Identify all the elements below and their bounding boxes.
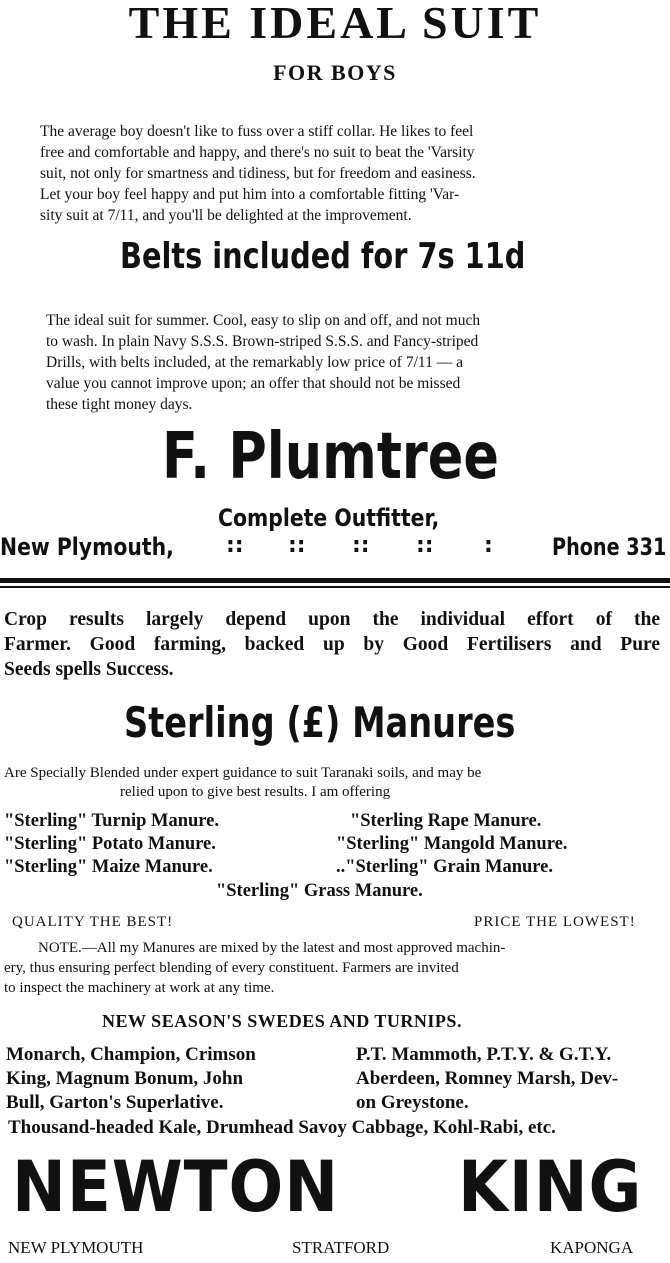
separator: : bbox=[484, 533, 493, 558]
intro-paragraph bbox=[40, 121, 652, 226]
seed-line: P.T. Mammoth, P.T.Y. & G.T.Y. bbox=[356, 1044, 612, 1065]
separator: :: bbox=[288, 533, 306, 558]
seeds-left-column bbox=[6, 1043, 256, 1115]
seed-line: Bull, Garton's Superlative. bbox=[6, 1092, 224, 1113]
crop-line: Seeds spells Success. bbox=[4, 659, 174, 680]
manures-left-column bbox=[4, 810, 219, 879]
intro-line: Let your boy feel happy and put him into a comfortable fitting 'Var- bbox=[40, 186, 460, 203]
note-line: NOTE.—All my Manures are mixed by the latest and most approved machin- bbox=[38, 940, 506, 956]
seed-line: Aberdeen, Romney Marsh, Dev- bbox=[356, 1068, 619, 1089]
quality-slogan: QUALITY THE BEST! bbox=[12, 914, 174, 930]
crop-line: Farmer. Good farming, backed up by Good Fertilisers and Pure bbox=[4, 634, 660, 655]
body-line: to wash. In plain Navy S.S.S. Brown-striped S.S.S. and Fancy-striped bbox=[46, 333, 479, 350]
manure-item: "Sterling Rape Manure. bbox=[350, 811, 542, 831]
seed-line: King, Magnum Bonum, John bbox=[6, 1068, 244, 1089]
separator: :: bbox=[226, 533, 244, 558]
intro-line: free and comfortable and happy, and there's no suit to beat the 'Varsity bbox=[40, 144, 475, 161]
price-slogan: PRICE THE LOWEST! bbox=[474, 914, 636, 930]
note-line: to inspect the machinery at work at any time. bbox=[4, 980, 275, 996]
advertiser-tagline: Complete Outfitter, bbox=[218, 504, 440, 532]
body-line: value you cannot improve upon; an offer that should not be missed bbox=[46, 375, 461, 392]
body-line: The ideal suit for summer. Cool, easy to slip on and off, and not much bbox=[46, 312, 481, 329]
blurb-line: Are Specially Blended under expert guidance to suit Taranaki soils, and may be bbox=[4, 765, 482, 781]
seed-line: on Greystone. bbox=[356, 1092, 469, 1113]
separator: :: bbox=[352, 533, 370, 558]
body-line: these tight money days. bbox=[46, 396, 193, 413]
ad-title: THE IDEAL SUIT bbox=[128, 0, 542, 48]
body-line: Drills, with belts included, at the remarkably low price of 7/11 — a bbox=[46, 354, 463, 371]
note-paragraph bbox=[4, 938, 660, 998]
manure-item-center: "Sterling" Grass Manure. bbox=[216, 881, 423, 901]
advertiser-location: New Plymouth, bbox=[0, 533, 174, 561]
blurb-line: relied upon to give best results. I am offering bbox=[120, 784, 391, 800]
body-paragraph bbox=[46, 310, 656, 415]
advertiser-name: F. Plumtree bbox=[162, 420, 499, 494]
seed-line: Monarch, Champion, Crimson bbox=[6, 1044, 256, 1065]
seeds-full-line: Thousand-headed Kale, Drumhead Savoy Cabbage, Kohl-Rabi, etc. bbox=[8, 1117, 556, 1138]
manure-item: "Sterling" Potato Manure. bbox=[4, 834, 216, 854]
branch-kaponga: KAPONGA bbox=[550, 1238, 634, 1257]
brand-newton: NEWTON bbox=[12, 1146, 340, 1228]
seeds-right-column bbox=[356, 1043, 618, 1115]
intro-line: suit, not only for smartness and tidiness, but for freedom and easiness. bbox=[40, 165, 476, 182]
manures-right-column bbox=[336, 810, 567, 879]
intro-line: sity suit at 7/11, and you'll be delighted at the improvement. bbox=[40, 207, 412, 224]
branch-new-plymouth: NEW PLYMOUTH bbox=[8, 1238, 144, 1257]
divider-thin-line bbox=[0, 586, 670, 588]
manure-item: "Sterling" Maize Manure. bbox=[4, 857, 213, 877]
manure-item: "Sterling" Turnip Manure. bbox=[4, 811, 220, 831]
intro-line: The average boy doesn't like to fuss over a stiff collar. He likes to feel bbox=[40, 123, 474, 140]
manure-item: "Sterling" Mangold Manure. bbox=[336, 834, 568, 854]
branch-stratford: STRATFORD bbox=[292, 1238, 390, 1257]
manure-item: .."Sterling" Grain Manure. bbox=[336, 857, 554, 877]
separator: :: bbox=[416, 533, 434, 558]
divider-thick-line bbox=[0, 578, 670, 583]
seeds-heading: NEW SEASON'S SWEDES AND TURNIPS. bbox=[102, 1011, 462, 1031]
phone-number: Phone 331 bbox=[552, 533, 667, 561]
sterling-headline: Sterling (£) Manures bbox=[124, 698, 516, 747]
section-divider bbox=[0, 576, 670, 590]
ad-subtitle: FOR BOYS bbox=[273, 60, 397, 85]
belts-headline: Belts included for 7s 11d bbox=[120, 236, 526, 277]
crop-paragraph bbox=[4, 607, 660, 682]
brand-king: KING bbox=[458, 1146, 643, 1228]
note-line: ery, thus ensuring perfect blending of every constituent. Farmers are invited bbox=[4, 960, 459, 976]
crop-line: Crop results largely depend upon the individual effort of the bbox=[4, 609, 660, 630]
